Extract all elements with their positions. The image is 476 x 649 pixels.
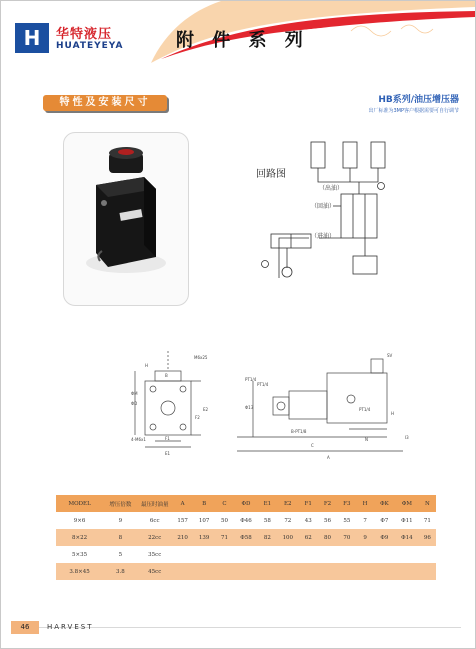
table-cell [419,563,436,580]
dim-label: F2 [195,415,200,420]
table-cell: 96 [419,529,436,546]
table-cell: 107 [193,512,214,529]
dim-label: B [165,373,168,378]
table-cell: 35cc [138,546,172,563]
table-header-cell: F2 [318,495,337,512]
dim-label: E1 [165,451,171,456]
table-cell: 50 [215,512,234,529]
dim-label: Φ13 [245,405,254,410]
circuit-out-label: （出油） [319,185,344,192]
dim-label: M6x25 [194,355,208,360]
circuit-mid-label: （回油） [311,203,336,210]
table-cell [215,563,234,580]
table-row [56,546,436,563]
table-cell: 55 [337,512,356,529]
table-cell [172,563,193,580]
table-header-cell: F3 [337,495,356,512]
table-header-row [56,495,436,512]
table-cell [374,563,395,580]
table-cell: 72 [277,512,298,529]
dim-label: PT1/4 [257,382,269,387]
table-cell: 9 [103,512,137,529]
table-cell: 71 [419,512,436,529]
table-cell: 139 [193,529,214,546]
table-cell [299,563,318,580]
table-cell: 9×6 [56,512,103,529]
table-cell: 62 [299,529,318,546]
table-cell [374,546,395,563]
company-logo-icon: H [15,23,49,53]
dim-label: 4-M6x1 [131,437,146,442]
table-header-cell: H [356,495,373,512]
table-cell [318,563,337,580]
table-cell: 71 [215,529,234,546]
dim-label: B-PT1/8 [291,429,307,434]
table-cell [337,546,356,563]
table-cell [299,546,318,563]
company-name-cn: 华特液压 [56,27,113,42]
dim-label: E2 [203,407,209,412]
dim-label: SV [387,353,393,358]
table-cell: 6cc [138,512,172,529]
circuit-label: 回路图 [256,169,286,180]
dim-label: H [145,363,149,368]
table-cell: 80 [318,529,337,546]
table-cell [337,563,356,580]
table-cell: 100 [277,529,298,546]
table-cell: 210 [172,529,193,546]
dim-label: ΦM [131,391,138,396]
table-cell [258,563,277,580]
table-header-cell: ΦM [395,495,419,512]
table-cell [172,546,193,563]
table-cell: 22cc [138,529,172,546]
table-cell: 45cc [138,563,172,580]
table-cell [234,563,258,580]
series-note: 出厂标准为3MP客户根据需要可自行调节 [368,108,459,114]
table-cell: Φ58 [234,529,258,546]
table-header-cell: F1 [299,495,318,512]
table-cell: 82 [258,529,277,546]
dim-label: ΦD [131,401,138,406]
circuit-in-label: （进油） [311,233,336,240]
table-header-cell: ΦK [374,495,395,512]
table-cell [395,546,419,563]
table-cell [277,563,298,580]
footer-brand: HARVEST [47,623,94,631]
table-cell: 8 [103,529,137,546]
table-cell: Φ7 [374,512,395,529]
table-header-cell: N [419,495,436,512]
table-cell: 8×22 [56,529,103,546]
page-number: 46 [11,621,39,634]
dim-label: N [365,437,368,442]
table-cell: 70 [337,529,356,546]
table-header-cell: E1 [258,495,277,512]
table-cell: 3.8×45 [56,563,103,580]
table-cell: 5 [103,546,137,563]
table-row [56,563,436,580]
table-header-cell: E2 [277,495,298,512]
table-cell: 43 [299,512,318,529]
table-cell: Φ14 [395,529,419,546]
table-cell: 5×35 [56,546,103,563]
table-header-cell: A [172,495,193,512]
table-cell: 3.8 [103,563,137,580]
table-header-cell: C [215,495,234,512]
table-row [56,512,436,529]
company-name-en: HUATEYEYA [56,41,124,51]
table-cell [215,546,234,563]
side-dimension-drawing [231,351,419,465]
booster-product-image [64,133,188,305]
table-cell: 7 [356,512,373,529]
dim-label: C [311,443,314,448]
section-tag: 特性及安装尺寸 [43,95,167,111]
table-header-cell: 增压倍数 [103,495,137,512]
table-header-cell: 最压时油量 [138,495,172,512]
table-row [56,529,436,546]
table-cell [318,546,337,563]
table-cell: 56 [318,512,337,529]
spec-table [56,495,436,580]
series-title: HB系列/油压增压器 [378,95,459,105]
table-cell [193,563,214,580]
dim-label: I3 [405,435,409,440]
table-header-cell: MODEL [56,495,103,512]
table-cell: Φ46 [234,512,258,529]
table-cell [419,546,436,563]
table-cell [356,546,373,563]
product-photo [63,132,189,306]
table-cell [356,563,373,580]
dim-label: H [391,411,395,416]
table-cell [395,563,419,580]
table-cell [193,546,214,563]
front-dimension-drawing [131,337,215,461]
table-cell: Φ9 [374,529,395,546]
table-cell [277,546,298,563]
dim-label: PT1/4 [359,407,371,412]
table-cell: 58 [258,512,277,529]
dim-label: A [327,455,330,460]
table-cell: Φ11 [395,512,419,529]
page-title: 附 件 系 列 [176,30,309,51]
dim-label: F1 [165,436,170,441]
page-header [1,1,475,63]
table-cell [234,546,258,563]
table-cell: 9 [356,529,373,546]
circuit-diagram [249,138,389,288]
table-header-cell: ΦD [234,495,258,512]
table-cell: 157 [172,512,193,529]
dim-label: PT1/4 [245,377,257,382]
table-header-cell: B [193,495,214,512]
table-cell [258,546,277,563]
